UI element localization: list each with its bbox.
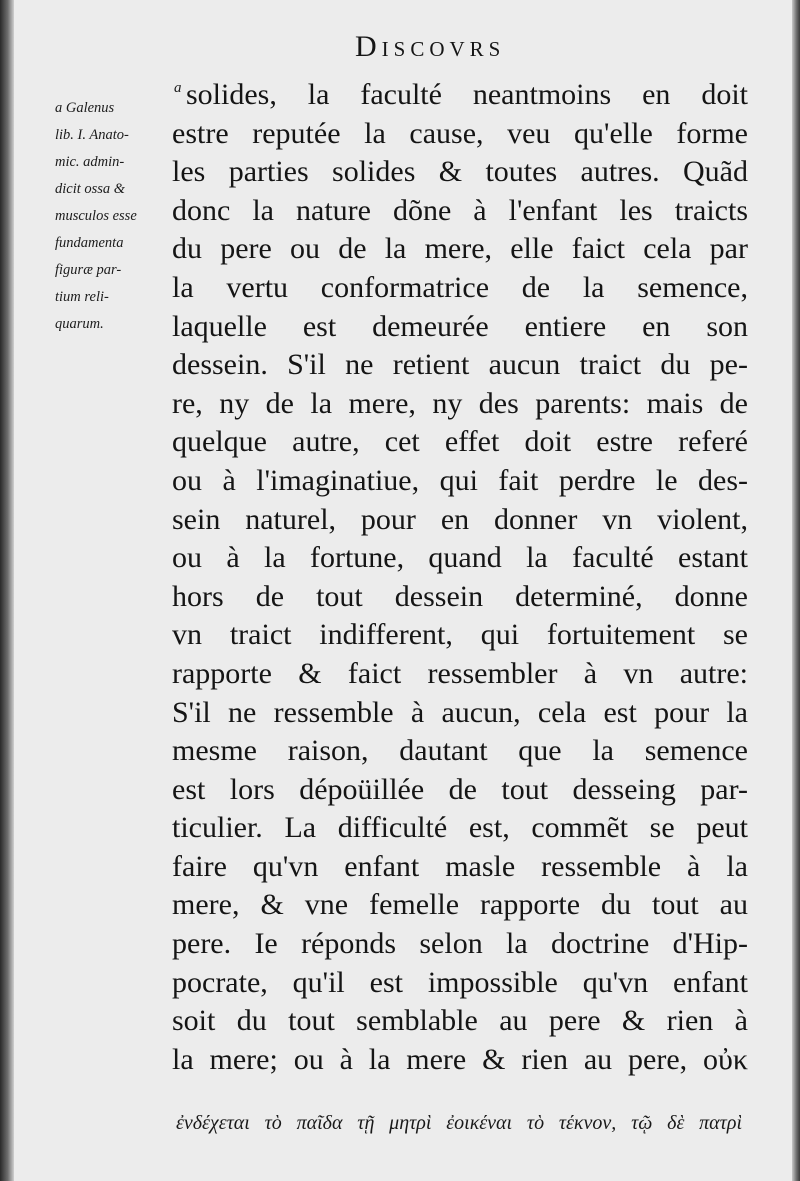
body-line: sein naturel, pour en donner vn violent,	[172, 502, 748, 536]
body-line: est lors dépoüillée de tout desseing par-	[172, 772, 748, 806]
body-line: ou à la fortune, quand la faculté estant	[172, 541, 748, 575]
page-fore-edge	[792, 0, 800, 1181]
marginal-note-line: dicit ossa &	[55, 181, 126, 197]
marginal-note-line: mic. admin-	[55, 154, 125, 170]
body-line: quelque autre, cet effet doit estre referé	[172, 425, 748, 459]
marginal-note-line: a Galenus	[55, 100, 115, 116]
body-line: la vertu conformatrice de la semence,	[172, 270, 748, 304]
body-line: la mere; ou à la mere & rien au pere, οὐκ	[172, 1042, 748, 1076]
body-line: solides, la faculté neantmoins en doit	[186, 78, 748, 111]
marginal-note-line: fundamenta	[55, 235, 124, 251]
body-line: hors de tout dessein determiné, donne	[172, 579, 748, 613]
running-head: Discovrs	[355, 30, 506, 63]
binding-gutter	[0, 0, 14, 1181]
body-line: dessein. S'il ne retient aucun traict du pe-	[172, 348, 748, 382]
body-text	[172, 76, 748, 1079]
body-line: faire qu'vn enfant masle ressemble à la	[172, 849, 748, 883]
body-line: pocrate, qu'il est impossible qu'vn enfant	[172, 965, 748, 999]
body-line: rapporte & faict ressembler à vn autre:	[172, 656, 748, 690]
marginal-note	[55, 95, 173, 338]
marginal-note-line: figuræ par-	[55, 262, 122, 278]
marginal-note-line: quarum.	[55, 316, 104, 332]
body-line: les parties solides & toutes autres. Quãd	[172, 155, 748, 189]
body-line: mesme raison, dautant que la semence	[172, 734, 748, 768]
marginal-note-line: musculos esse	[55, 208, 137, 224]
side-note-mark: a	[174, 80, 182, 96]
body-line: laquelle est demeurée entiere en son	[172, 309, 748, 343]
body-line: ticulier. La difficulté est, commẽt se peut	[172, 811, 748, 845]
marginal-note-line: tium reli-	[55, 289, 109, 305]
body-line: S'il ne ressemble à aucun, cela est pour la	[172, 695, 748, 729]
marginal-note-line: lib. I. Anato-	[55, 127, 129, 143]
body-line: du pere ou de la mere, elle faict cela par	[172, 232, 748, 266]
body-line: pere. Ie réponds selon la doctrine d'Hip-	[172, 927, 748, 961]
body-line: estre reputée la cause, veu qu'elle forme	[172, 116, 748, 150]
greek-quotation-line: ἐνδέχεται τὸ παῖδα τῇ μητρὶ ἐοικέναι τὸ τέκνον, τῷ δὲ πατρὶ	[176, 1112, 742, 1134]
body-line: ou à l'imaginatiue, qui fait perdre le des-	[172, 463, 748, 497]
body-line: mere, & vne femelle rapporte du tout au	[172, 888, 748, 922]
body-line: re, ny de la mere, ny des parents: mais de	[172, 386, 748, 420]
body-line: soit du tout semblable au pere & rien à	[172, 1004, 748, 1038]
body-line: donc la nature dõne à l'enfant les traicts	[172, 193, 748, 227]
body-line: vn traict indifferent, qui fortuitement se	[172, 618, 748, 652]
